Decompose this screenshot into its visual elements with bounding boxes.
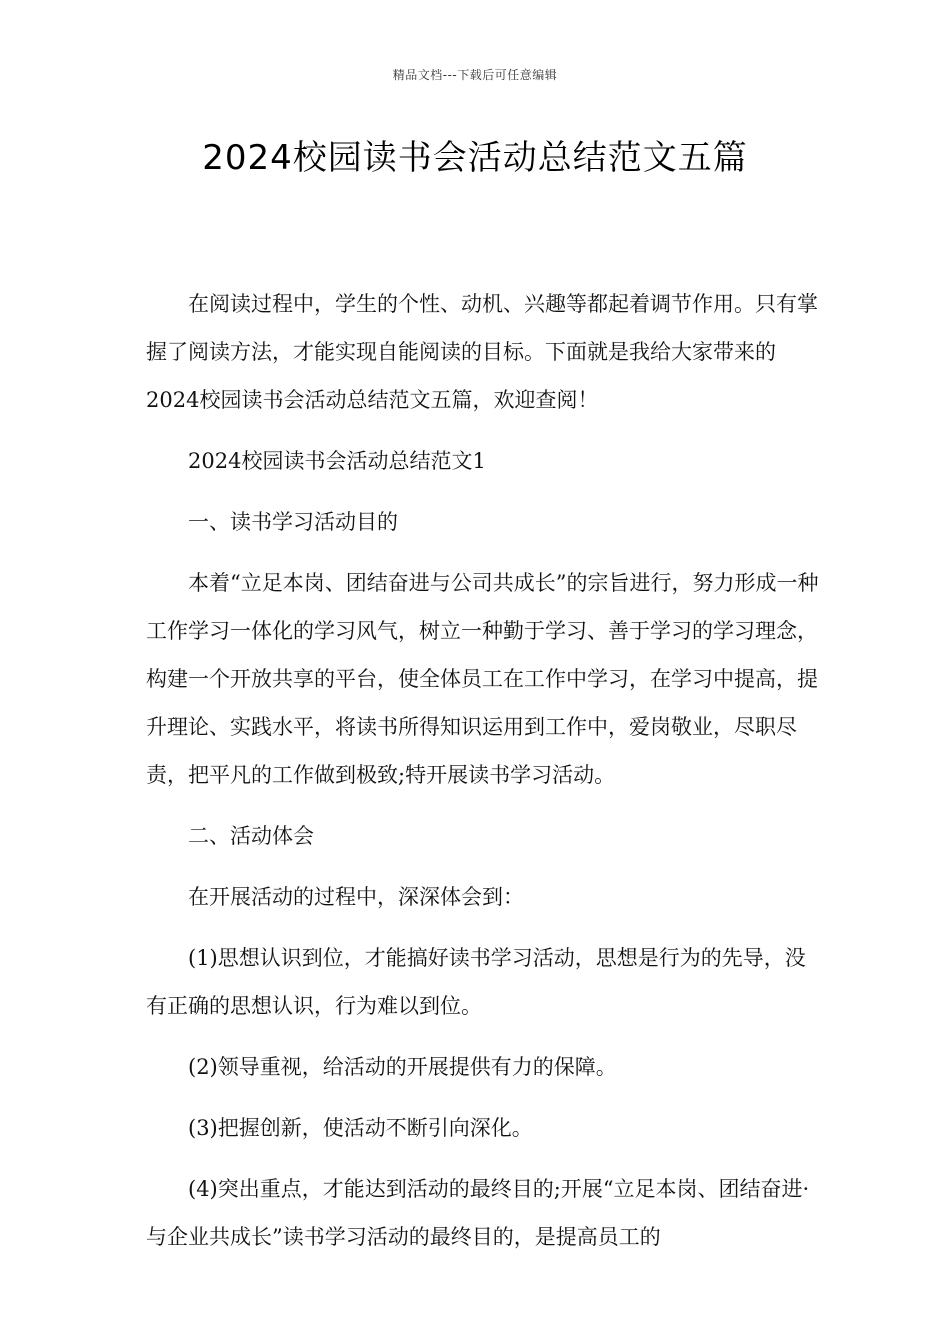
point-1: (1)思想认识到位，才能搞好读书学习活动，思想是行为的先导，没有正确的思想认识，行为难以到位。 xyxy=(146,946,806,1018)
point-4: (4)突出重点，才能达到活动的最终目的;开展“立足本岗、团结奋进·与企业共成长”读书学习活动的最终目的，是提高员工的 xyxy=(146,1177,810,1249)
intro-paragraph: 在阅读过程中，学生的个性、动机、兴趣等都起着调节作用。只有掌握了阅读方法，才能实现自能阅读的目标。下面就是我给大家带来的2024校园读书会活动总结范文五篇，欢迎查阅！ xyxy=(146,292,818,412)
document-body xyxy=(146,280,826,1274)
header-note: 精品文档---下载后可任意编辑 xyxy=(392,68,558,82)
point-2: (2)领导重视，给活动的开展提供有力的保障。 xyxy=(188,1055,617,1079)
heading-experience: 二、活动体会 xyxy=(188,824,314,848)
point-3: (3)把握创新，使活动不断引向深化。 xyxy=(188,1116,533,1140)
purpose-paragraph: 本着“立足本岗、团结奋进与公司共成长”的宗旨进行，努力形成一种工作学习一体化的学习风气，树立一种勤于学习、善于学习的学习理念，构建一个开放共享的平台，使全体员工在工作中学习，在学习中提高，提升理论、实践水平，将读书所得知识运用到工作中，爱岗敬业，尽职尽责，把平凡的工作做到极致;特开展读书学习活动。 xyxy=(146,571,819,787)
document-title: 2024校园读书会活动总结范文五篇 xyxy=(202,138,748,178)
section-title-1: 2024校园读书会活动总结范文1 xyxy=(188,449,486,473)
heading-purpose: 一、读书学习活动目的 xyxy=(188,510,398,534)
experience-intro: 在开展活动的过程中，深深体会到： xyxy=(188,885,524,909)
